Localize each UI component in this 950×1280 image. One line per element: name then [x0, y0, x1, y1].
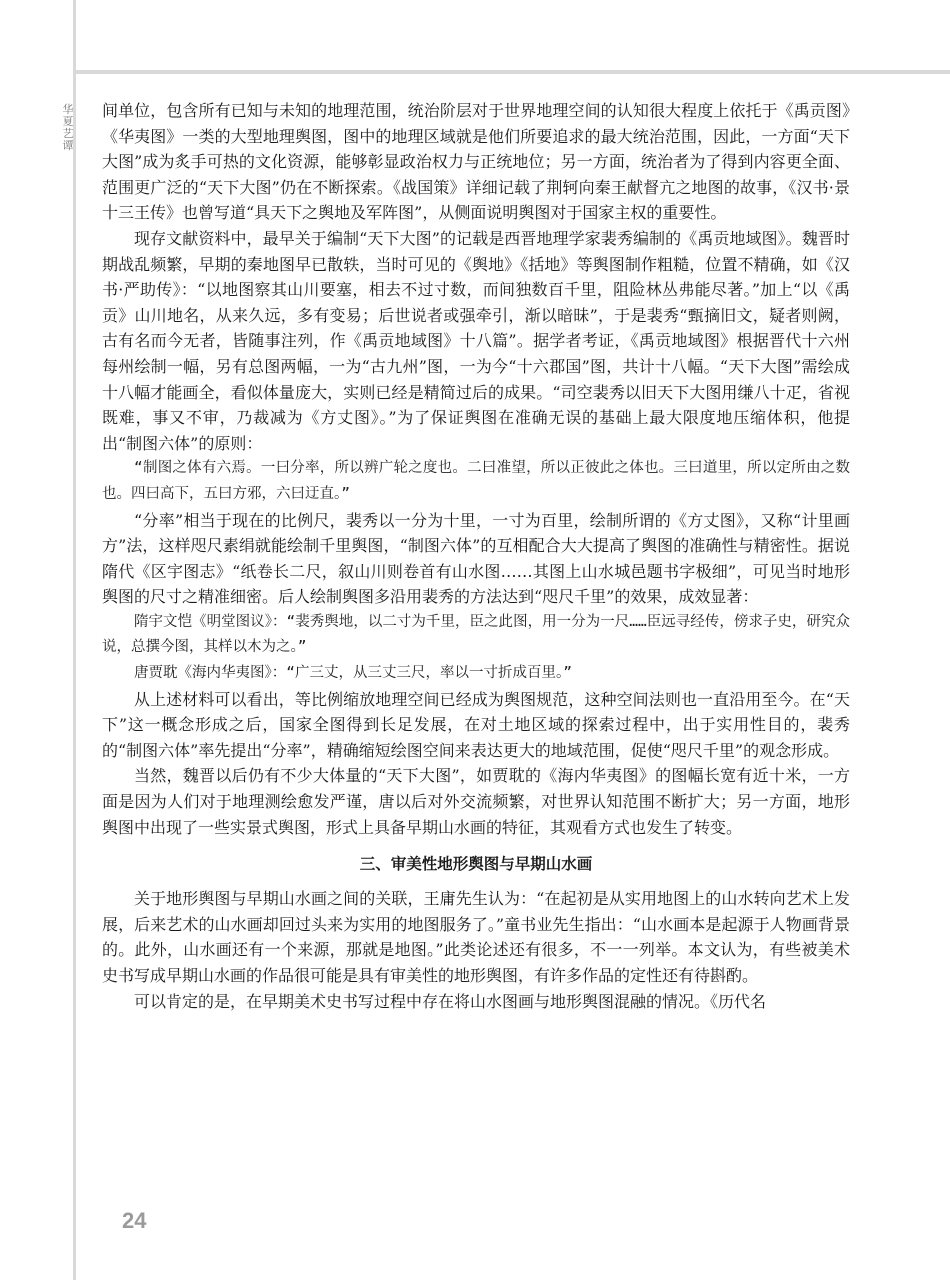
header-rule [74, 70, 950, 74]
paragraph-4: 从上述材料可以看出，等比例缩放地理空间已经成为舆图规范，这种空间法则也一直沿用至今。在“天下”这一概念形成之后，国家全图得到长足发展，在对土地区域的探索过程中，出于实用性目的，裴秀的“制图六体”率先提出“分率”，精确缩短绘图空间来表达更大的地域范围，促使“咫尺千里”的观念形成。 [102, 689, 850, 760]
quote-hainei-huayi-tu: 唐贾耽《海内华夷图》：“广三丈，从三丈三尺，率以一寸折成百里。” [134, 665, 572, 682]
paragraph-5: 当然，魏晋以后仍有不少大体量的“天下大图”，如贾耽的《海内华夷图》的图幅长宽有近十米，一方面是因为人们对于地理测绘愈发严谨，唐以后对外交流频繁，对世界认知范围不断扩大；另一方面，地形舆图中出现了一些实景式舆图，形式上具备早期山水画的特征，其观看方式也发生了转变。 [102, 766, 850, 837]
paragraph-7: 可以肯定的是，在早期美术史书写过程中存在将山水图画与地形舆图混融的情况。《历代名 [134, 991, 767, 1011]
page-number: 24 [122, 1208, 147, 1233]
quote-mingtang-tuyi: 隋宇文恺《明堂图议》：“裴秀舆地，以二寸为千里，臣之此图，用一分为一尺……臣远寻经传，傍求子史，研究众说，总撰今图，其样以木为之。” [102, 613, 850, 656]
paragraph-3: “分率”相当于现在的比例尺，裴秀以一分为十里，一寸为百里，绘制所谓的《方丈图》，又称“计里画方”法，这样咫尺素绢就能绘制千里舆图，“制图六体”的互相配合大大提高了舆图的准确性与精密性。据说隋代《区宇图志》“纸卷长二尺，叙山川则卷首有山水图……其图上山水城邑题书字极细”，可见当时地形舆图的尺寸之精准细密。后人绘制舆图多沿用裴秀的方法达到“咫尺千里”的效果，成效显著： [102, 510, 850, 607]
section-heading: 三、审美性地形舆图与早期山水画 [359, 855, 593, 874]
paragraph-2: 现存文献资料中，最早关于编制“天下大图”的记载是西晋地理学家裴秀编制的《禹贡地域图》。魏晋时期战乱频繁，早期的秦地图早已散轶，当时可见的《舆地》《括地》等舆图制作粗糙，位置不精确，如《汉书·严助传》：“以地图察其山川要塞，相去不过寸数，而间独数百千里，阻险林丛弗能尽著。”加上“以《禹贡》山川地名，从来久远，多有变易；后世说者或强牵引，渐以暗昧”，于是裴秀“甄摘旧文，疑者则阙，古有名而今无者，皆随事注列，作《禹贡地域图》十八篇”。据学者考证，《禹贡地域图》根据晋代十六州每州绘制一幅，另有总图两幅，一为“古九州”图，一为今“十六郡国”图，共计十八幅。“天下大图”需绘成十八幅才能画全，看似体量庞大，实则已经是精简过后的成果。“司空裴秀以旧天下大图用缣八十疋，省视既难，事又不审，乃裁减为《方丈图》。”为了保证舆图在准确无误的基础上最大限度地压缩体积，他提出“制图六体”的原则： [102, 228, 850, 453]
quote-zhitu-liuti: “制图之体有六焉。一曰分率，所以辨广轮之度也。二曰准望，所以正彼此之体也。三曰道里，所以定所由之数也。四曰高下，五曰方邪，六曰迂直。” [102, 460, 850, 502]
paragraph-6: 关于地形舆图与早期山水画之间的关联，王庸先生认为：“在起初是从实用地图上的山水转向艺术上发展，后来艺术的山水画却回过头来为实用的地图服务了。”童书业先生指出：“山水画本是起源于人物画背景的。此外，山水画还有一个来源，那就是地图。”此类论述还有很多，不一一列举。本文认为，有些被美术史书写成早期山水画的作品很可能是具有审美性的地形舆图，有许多作品的定性还有待斟酌。 [102, 889, 850, 985]
paragraph-1: 间单位，包含所有已知与未知的地理范围，统治阶层对于世界地理空间的认知很大程度上依托于《禹贡图》《华夷图》一类的大型地理舆图，图中的地理区域就是他们所要追求的最大统治范围，因此，一方面“天下大图”成为炙手可热的文化资源，能够彰显政治权力与正统地位；另一方面，统治者为了得到内容更全面、范围更广泛的“天下大图”仍在不断探索。《战国策》详细记载了荆轲向秦王献督亢之地图的故事，《汉书·景十三王传》也曾写道“具天下之舆地及军阵图”，从侧面说明舆图对于国家主权的重要性。 [102, 101, 850, 223]
left-margin-rule [73, 0, 76, 1280]
article-body [102, 98, 850, 1014]
journal-running-head: 华夏艺谭 [62, 103, 74, 152]
